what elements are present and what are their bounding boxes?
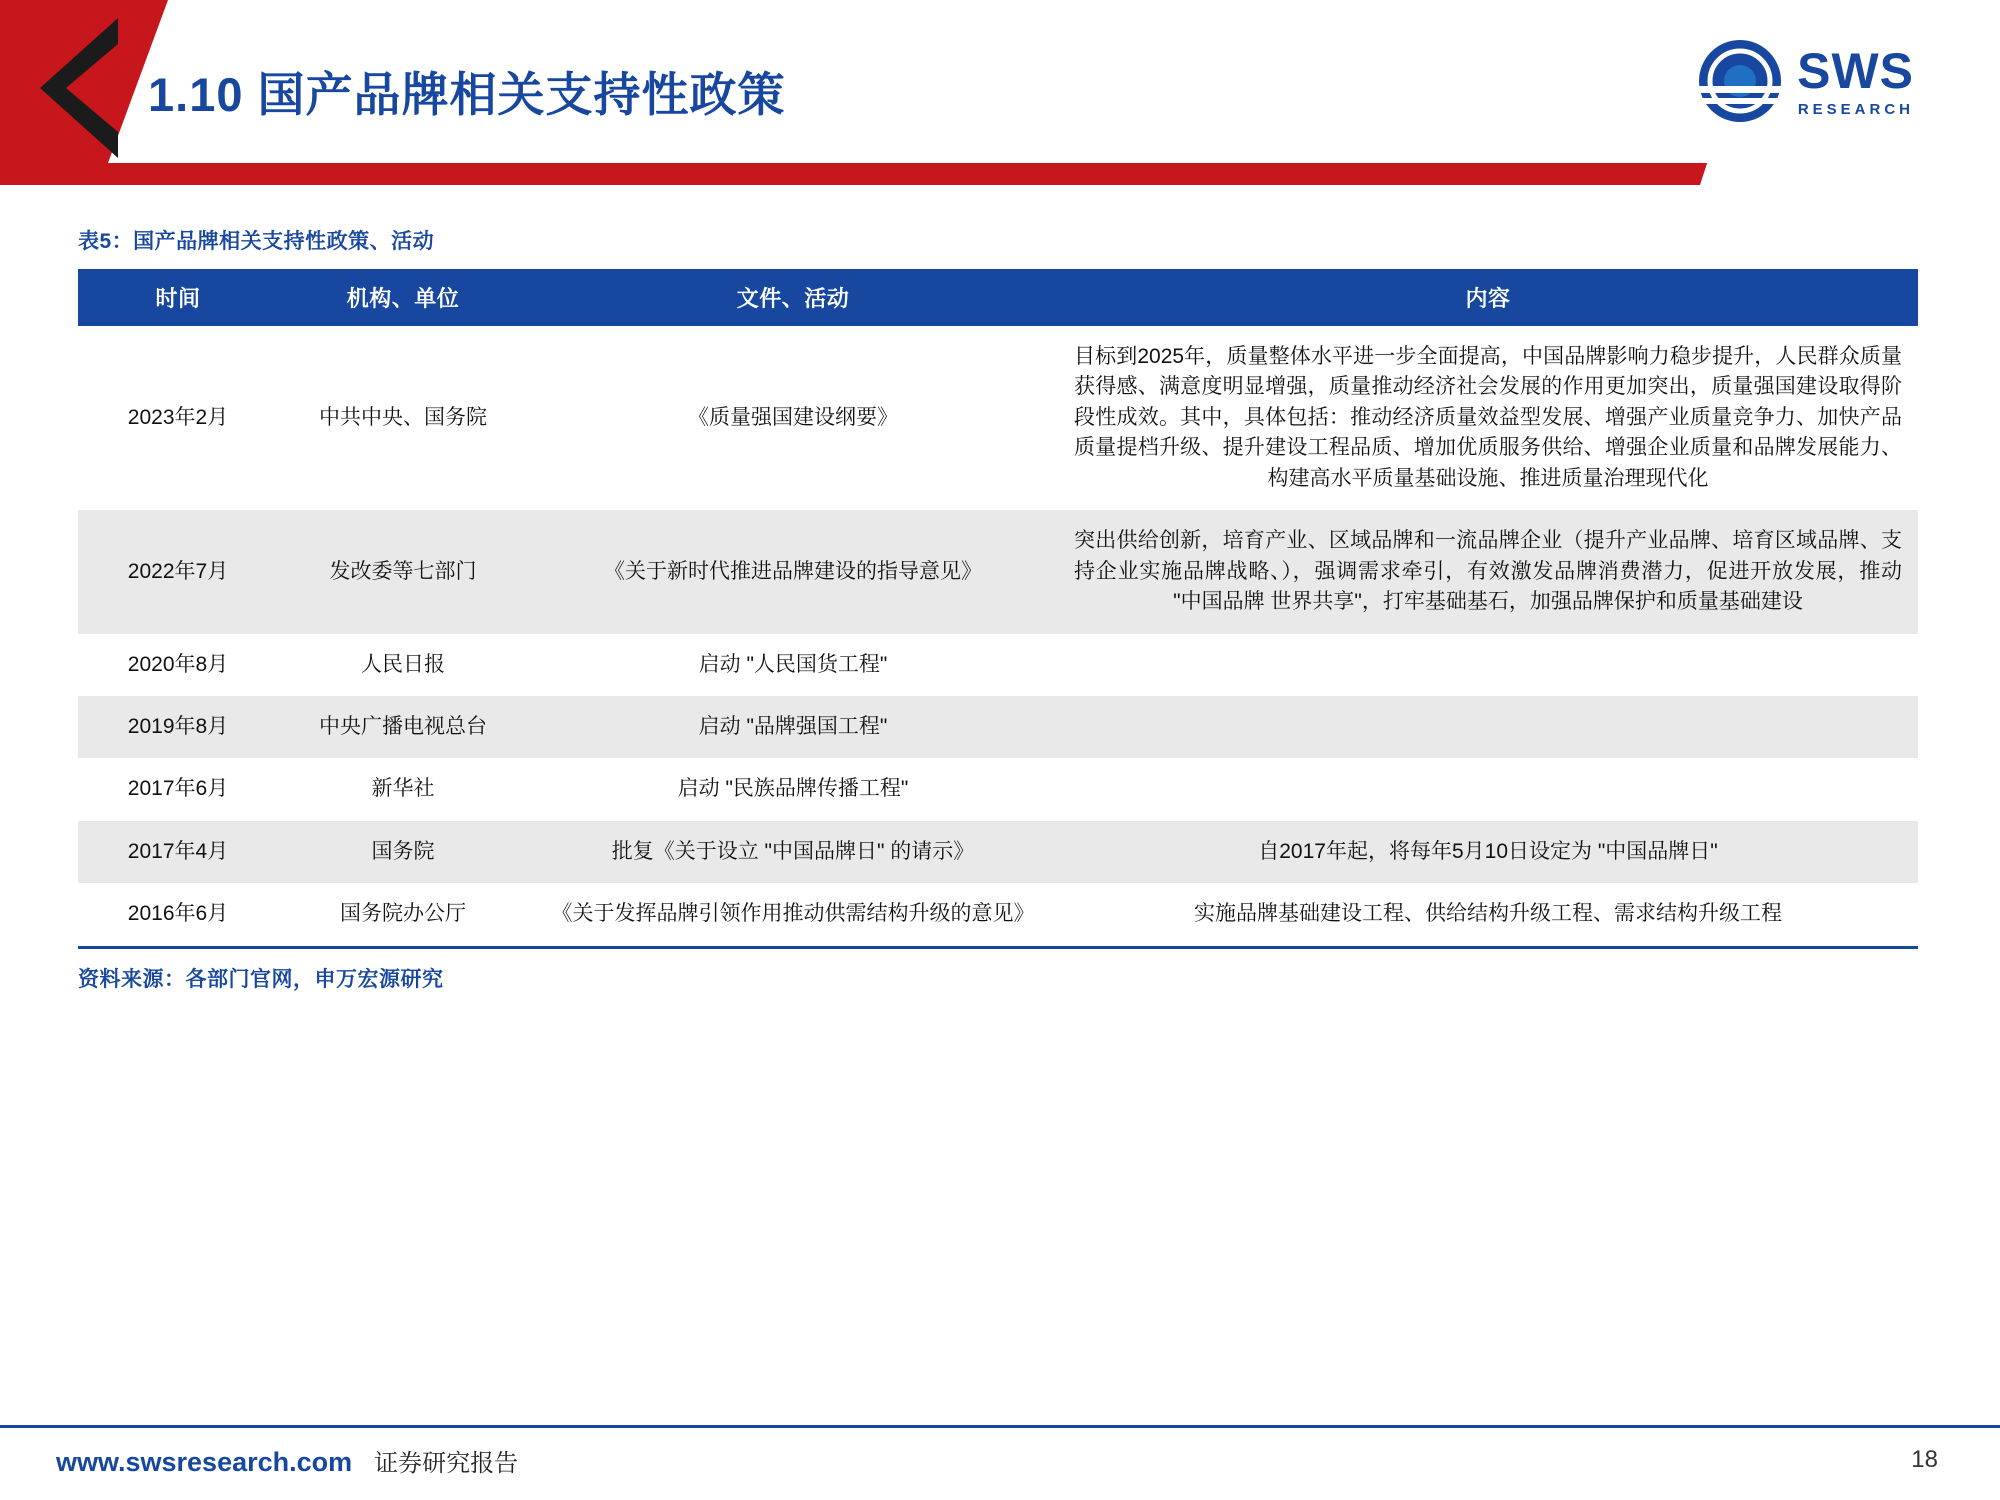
sws-logo-icon xyxy=(1697,38,1783,124)
policy-table xyxy=(78,269,1918,946)
cell-content: 突出供给创新，培育产业、区域品牌和一流品牌企业（提升产业品牌、培育区域品牌、支持企业实施品牌战略、），强调需求牵引，有效激发品牌消费潜力，促进开放发展，推动 "中国品牌 世界共享"，打牢基础基石，加强品牌保护和质量基础建设 xyxy=(1058,510,1918,633)
cell-org: 国务院办公厅 xyxy=(340,902,466,926)
table-row xyxy=(78,634,1918,696)
table-row xyxy=(78,696,1918,758)
cell-doc: 批复《关于设立 "中国品牌日" 的请示》 xyxy=(528,821,1058,883)
slide-body xyxy=(78,225,1918,993)
cell-doc: 《关于发挥品牌引领作用推动供需结构升级的意见》 xyxy=(551,902,1035,926)
cell-doc: 启动 "人民国货工程" xyxy=(698,652,888,676)
cell-org: 中共中央、国务院 xyxy=(319,405,487,429)
footer-label: 证券研究报告 xyxy=(374,1450,519,1477)
logo-subtitle: RESEARCH xyxy=(1797,100,1914,118)
cell-doc: 《关于新时代推进品牌建设的指导意见》 xyxy=(528,510,1058,633)
cell-time: 2016年6月 xyxy=(127,902,229,926)
cell-content: 自2017年起，将每年5月10日设定为 "中国品牌日" xyxy=(1058,821,1918,883)
footer-website-link[interactable]: www.swsresearch.com xyxy=(56,1447,353,1477)
cell-org: 发改委等七部门 xyxy=(278,510,528,633)
cell-content: 实施品牌基础建设工程、供给结构升级工程、需求结构升级工程 xyxy=(1194,902,1782,926)
sws-logo xyxy=(1697,38,1914,124)
cell-doc: 启动 "民族品牌传播工程" xyxy=(677,777,909,801)
page-header xyxy=(0,0,2000,185)
logo-wordmark: SWS xyxy=(1797,42,1914,99)
table-caption: 表5：国产品牌相关支持性政策、活动 xyxy=(78,230,435,253)
cell-org: 人民日报 xyxy=(361,652,445,676)
column-header-org: 机构、单位 xyxy=(278,269,528,326)
chevron-left-icon xyxy=(40,18,120,158)
page-title: 1.10 国产品牌相关支持性政策 xyxy=(148,68,786,121)
table-row xyxy=(78,883,1918,945)
cell-time: 2022年7月 xyxy=(78,510,278,633)
cell-time: 2017年6月 xyxy=(127,777,229,801)
table-bottom-rule xyxy=(78,946,1918,949)
cell-time: 2019年8月 xyxy=(78,696,278,758)
column-header-time: 时间 xyxy=(78,269,278,326)
cell-doc: 启动 "品牌强国工程" xyxy=(528,696,1058,758)
table-row xyxy=(78,758,1918,820)
cell-content xyxy=(1058,758,1918,820)
cell-content: 目标到2025年，质量整体水平进一步全面提高，中国品牌影响力稳步提升，人民群众质量获得感、满意度明显增强，质量推动经济社会发展的作用更加突出，质量强国建设取得阶段性成效。其中，具体包括：推动经济质量效益型发展、增强产业质量竞争力、加快产品质量提档升级、提升建设工程品质、增加优质服务供给、增强企业质量和品牌发展能力、构建高水平质量基础设施、推进质量治理现代化 xyxy=(1074,345,1902,490)
table-source: 资料来源：各部门官网，申万宏源研究 xyxy=(78,967,444,991)
cell-time: 2023年2月 xyxy=(127,405,229,429)
table-row xyxy=(78,821,1918,883)
page-number: 18 xyxy=(1911,1446,1938,1473)
table-header xyxy=(78,269,1918,326)
sws-logo-text xyxy=(1797,42,1914,118)
table-row xyxy=(78,510,1918,633)
column-header-content: 内容 xyxy=(1058,269,1918,326)
cell-content xyxy=(1058,696,1918,758)
cell-doc: 《质量强国建设纲要》 xyxy=(688,405,898,429)
cell-time: 2020年8月 xyxy=(127,652,229,676)
column-header-doc: 文件、活动 xyxy=(528,269,1058,326)
cell-time: 2017年4月 xyxy=(78,821,278,883)
table-header-row xyxy=(78,269,1918,326)
cell-org: 中央广播电视总台 xyxy=(278,696,528,758)
cell-content xyxy=(1058,634,1918,696)
table-row xyxy=(78,326,1918,510)
page-footer xyxy=(56,1443,518,1478)
cell-org: 国务院 xyxy=(278,821,528,883)
cell-org: 新华社 xyxy=(371,777,435,801)
table-body xyxy=(78,326,1918,946)
footer-divider xyxy=(0,1425,2000,1428)
